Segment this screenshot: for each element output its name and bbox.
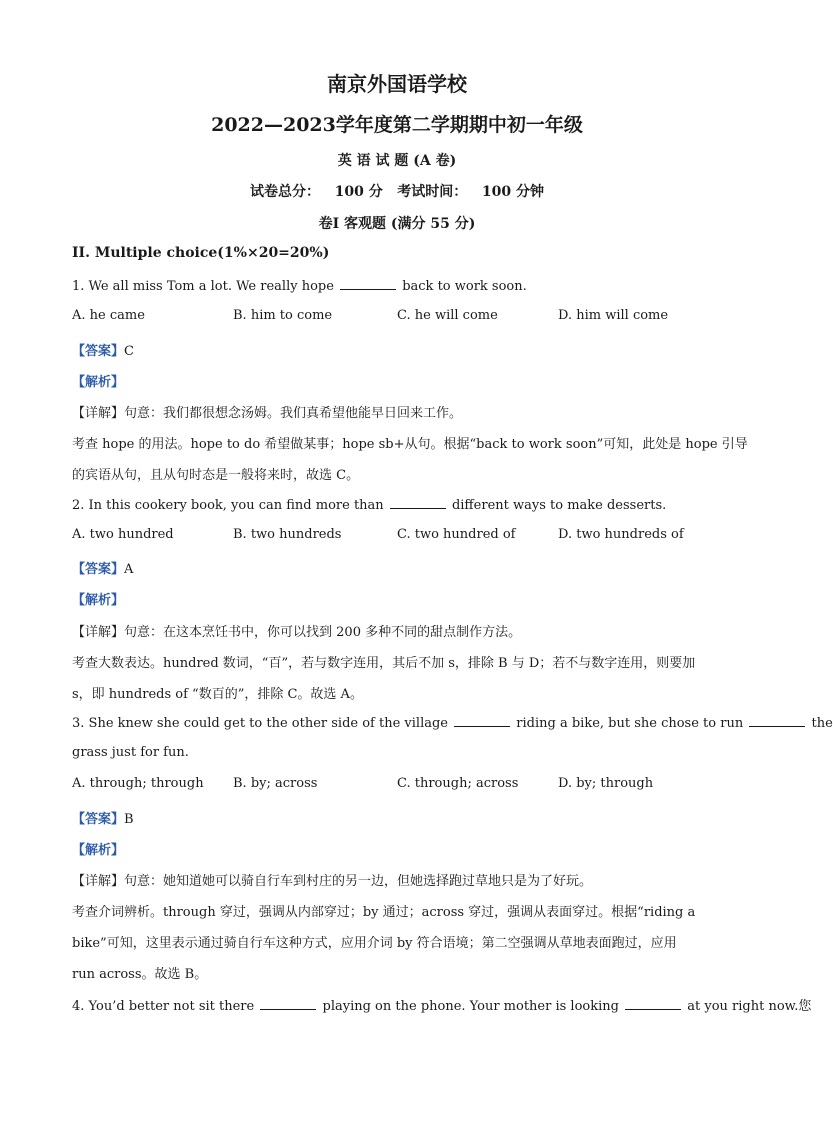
q2-stem-b: different ways to make desserts. [451, 498, 667, 513]
answer-label: 【答案】 [72, 812, 125, 827]
q4-stem-b: playing on the phone. Your mother is looking [322, 999, 619, 1014]
q1-explanation-1: 考查 hope 的用法。hope to do 希望做某事；hope sb+从句。根据“back to work soon”可知，此处是 hope 引导 [72, 437, 748, 452]
q1-explanation-2: 的宾语从句，且从句时态是一般将来时，故选 C。 [72, 468, 360, 483]
q2-analysis [72, 589, 124, 608]
q3-option-d: D. by; through [558, 776, 654, 791]
q3-answer [72, 808, 134, 827]
q2-option-d: D. two hundreds of [558, 527, 684, 542]
question-1-stem [72, 277, 527, 294]
q1-answer [72, 340, 134, 359]
q2-explanation-2: s，即 hundreds of “数百的”，排除 C。故选 A。 [72, 687, 363, 702]
q3-explanation-2: bike”可知，这里表示通过骑自行车这种方式，应用介词 by 符合语境；第二空强调从草地表面跑过，应用 [72, 936, 677, 951]
part-title: 卷Ⅰ 客观题 (满分 55 分) [318, 216, 476, 232]
q3-analysis [72, 839, 124, 858]
q2-detail [72, 621, 521, 640]
q2-option-c: C. two hundred of [397, 527, 516, 542]
q1-stem-a: 1. We all miss Tom a lot. We really hope [72, 279, 334, 294]
question-2-stem [72, 496, 666, 513]
q4-blank-1 [260, 997, 316, 1010]
q3-detail [72, 870, 592, 889]
q3-option-a: A. through; through [72, 776, 204, 791]
q1-analysis [72, 371, 124, 390]
q2-answer-value: A [124, 562, 134, 577]
q3-option-c: C. through; across [397, 776, 519, 791]
q2-answer [72, 558, 133, 577]
analysis-label: 【解析】 [72, 375, 125, 390]
q4-blank-2 [625, 997, 681, 1010]
q1-blank [340, 277, 396, 290]
q2-option-b: B. two hundreds [233, 527, 342, 542]
q3-answer-value: B [124, 812, 134, 827]
q3-option-b: B. by; across [233, 776, 318, 791]
analysis-label: 【解析】 [72, 593, 125, 608]
q4-stem-a: 4. You’d better not sit there [72, 999, 255, 1014]
q3-detail-text: 句意：她知道她可以骑自行车到村庄的另一边，但她选择跑过草地只是为了好玩。 [124, 874, 593, 889]
q2-detail-text: 句意：在这本烹饪书中，你可以找到 200 多种不同的甜点制作方法。 [124, 625, 522, 640]
detail-label: 【详解】 [72, 625, 125, 640]
q1-detail [72, 402, 462, 421]
detail-label: 【详解】 [72, 874, 125, 889]
exam-info: 试卷总分： 100 分 考试时间： 100 分钟 [249, 184, 545, 200]
q3-stem-line-2: grass just for fun. [72, 745, 189, 760]
q2-blank [390, 496, 446, 509]
q2-option-a: A. two hundred [72, 527, 174, 542]
q1-option-c: C. he will come [397, 308, 498, 323]
q1-option-a: A. he came [72, 308, 145, 323]
term-title: 2022—2023学年度第二学期期中初一年级 [211, 114, 583, 136]
q3-stem-c: the [811, 716, 833, 731]
q3-stem-a: 3. She knew she could get to the other side of the village [72, 716, 448, 731]
subject-title: 英 语 试 题 (A 卷) [337, 153, 457, 169]
q4-stem-c: at you right now.您 [687, 999, 812, 1014]
answer-label: 【答案】 [72, 344, 125, 359]
q3-explanation-1: 考查介词辨析。through 穿过，强调从内部穿过；by 通过；across 穿过，强调从表面穿过。根据“riding a [72, 905, 696, 920]
answer-label: 【答案】 [72, 562, 125, 577]
q1-option-b: B. him to come [233, 308, 333, 323]
q2-explanation-1: 考查大数表达。hundred 数词，“百”，若与数字连用，其后不加 s，排除 B 与 D；若不与数字连用，则要加 [72, 656, 696, 671]
section-title: II. Multiple choice(1%×20=20%) [72, 245, 330, 261]
q2-stem-a: 2. In this cookery book, you can find more than [72, 498, 384, 513]
q3-blank-1 [454, 714, 510, 727]
q1-stem-b: back to work soon. [402, 279, 527, 294]
q1-detail-text: 句意：我们都很想念汤姆。我们真希望他能早日回来工作。 [124, 406, 463, 421]
detail-label: 【详解】 [72, 406, 125, 421]
q1-option-d: D. him will come [558, 308, 669, 323]
question-4-stem [72, 995, 811, 1014]
q3-explanation-3: run across。故选 B。 [72, 967, 208, 982]
q1-answer-value: C [124, 344, 134, 359]
q3-stem-b: riding a bike, but she chose to run [516, 716, 744, 731]
school-title: 南京外国语学校 [327, 72, 467, 96]
q3-blank-2 [749, 714, 805, 727]
analysis-label: 【解析】 [72, 843, 125, 858]
question-3-stem [72, 714, 833, 731]
